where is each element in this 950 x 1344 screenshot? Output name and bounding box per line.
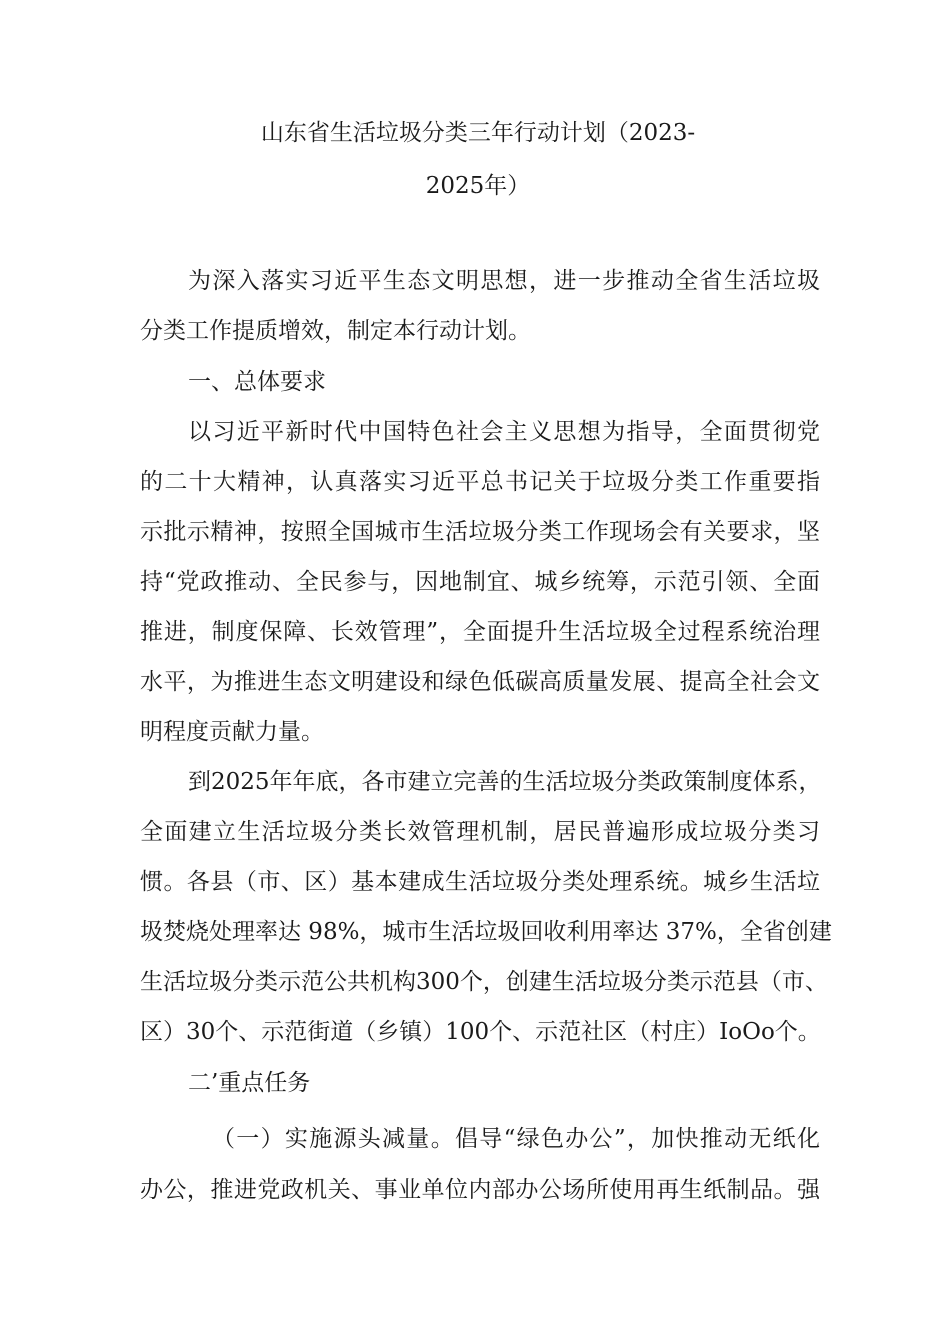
body-line: 为深入落实习近平生态文明思想，进一步推动全省生活垃圾 — [188, 268, 820, 294]
body-line: 办公，推进党政机关、事业单位内部办公场所使用再生纸制品。强 — [140, 1177, 820, 1203]
body-line: 到2025年年底，各市建立完善的生活垃圾分类政策制度体系， — [188, 769, 822, 795]
section-heading: 二’重点任务 — [188, 1070, 311, 1096]
body-line: 的二十大精神，认真落实习近平总书记关于垃圾分类工作重要指 — [140, 469, 820, 495]
body-line: （一）实施源头减量。倡导“绿色办公”，加快推动无纸化 — [212, 1126, 820, 1152]
body-line: 持“党政推动、全民参与，因地制宜、城乡统筹，示范引领、全面 — [140, 569, 820, 595]
body-line: 推进，制度保障、长效管理”，全面提升生活垃圾全过程系统治理 — [140, 619, 820, 645]
body-line: 明程度贡献力量。 — [140, 719, 324, 745]
body-line: 以习近平新时代中国特色社会主义思想为指导，全面贯彻党 — [188, 419, 820, 445]
body-line: 圾焚烧处理率达 98%，城市生活垃圾回收利用率达 37%，全省创建 — [140, 919, 832, 945]
document-title-line-2: 2025年） — [425, 173, 531, 199]
body-line: 区）30个、示范街道（乡镇）100个、示范社区（村庄）IoOo个。 — [140, 1019, 821, 1045]
document-title-line-1: 山东省生活垃圾分类三年行动计划（2023- — [260, 120, 696, 146]
body-line: 水平，为推进生态文明建设和绿色低碳高质量发展、提高全社会文 — [140, 669, 820, 695]
body-line: 分类工作提质增效，制定本行动计划。 — [140, 318, 531, 344]
section-heading: 一、总体要求 — [188, 369, 326, 395]
body-line: 生活垃圾分类示范公共机构300个，创建生活垃圾分类示范县（市、 — [140, 969, 828, 995]
body-line: 全面建立生活垃圾分类长效管理机制，居民普遍形成垃圾分类习 — [140, 819, 820, 845]
body-line: 惯。各县（市、区）基本建成生活垃圾分类处理系统。城乡生活垃 — [140, 869, 820, 895]
body-line: 示批示精神，按照全国城市生活垃圾分类工作现场会有关要求，坚 — [140, 519, 820, 545]
